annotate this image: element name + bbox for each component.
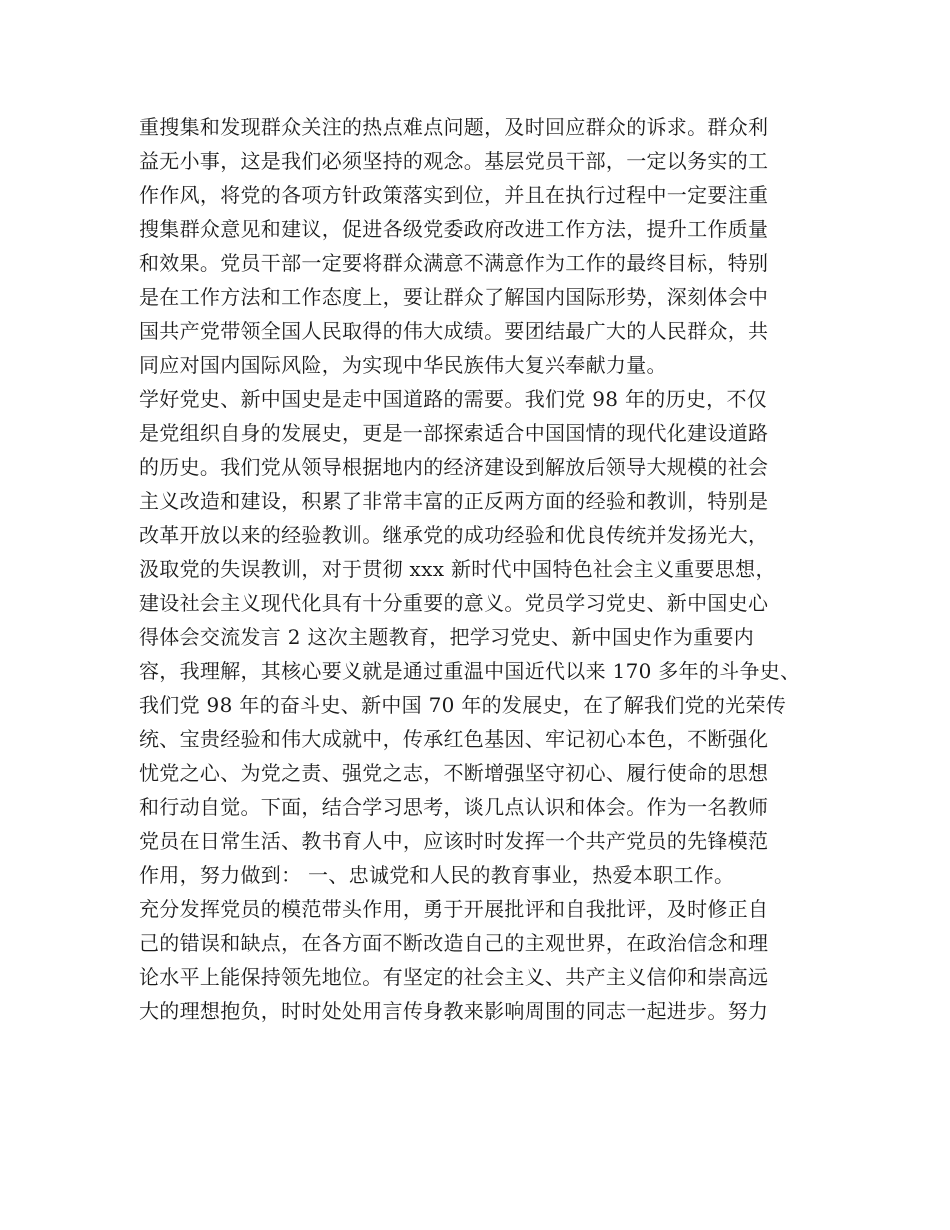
text-line: 汲取党的失误教训，对于贯彻 xxx 新时代中国特色社会主义重要思想，: [139, 557, 776, 581]
text-line: 论水平上能保持领先地位。有坚定的社会主义、共产主义信仰和崇高远: [139, 965, 769, 989]
text-line: 同应对国内国际风险，为实现中华民族伟大复兴奉献力量。: [139, 353, 667, 377]
text-line: 统、宝贵经验和伟大成就中，传承红色基因、牢记初心本色，不断强化: [139, 727, 769, 751]
text-line: 和行动自觉。下面，结合学习思考，谈几点认识和体会。作为一名教师: [139, 795, 769, 819]
text-line: 作用，努力做到： 一、忠诚党和人民的教育事业，热爱本职工作。: [139, 863, 735, 887]
body-text: [139, 110, 819, 1028]
text-line: 主义改造和建设，积累了非常丰富的正反两方面的经验和教训，特别是: [139, 489, 769, 513]
text-line: 己的错误和缺点，在各方面不断改造自己的主观世界，在政治信念和理: [139, 931, 769, 955]
text-line: 和效果。党员干部一定要将群众满意不满意作为工作的最终目标，特别: [139, 251, 769, 275]
text-line: 建设社会主义现代化具有十分重要的意义。党员学习党史、新中国史心: [139, 591, 769, 615]
text-line: 党员在日常生活、教书育人中，应该时时发挥一个共产党员的先锋模范: [139, 829, 769, 853]
text-line: 是党组织自身的发展史，更是一部探索适合中国国情的现代化建设道路: [139, 421, 769, 445]
text-line: 是在工作方法和工作态度上，要让群众了解国内国际形势，深刻体会中: [139, 285, 769, 309]
text-line: 改革开放以来的经验教训。继承党的成功经验和优良传统并发扬光大，: [139, 523, 769, 547]
text-line: 大的理想抱负，时时处处用言传身教来影响周围的同志一起进步。努力: [139, 999, 769, 1023]
text-line: 学好党史、新中国史是走中国道路的需要。我们党 98 年的历史，不仅: [139, 387, 768, 411]
text-line: 益无小事，这是我们必须坚持的观念。基层党员干部，一定以务实的工: [139, 149, 769, 173]
text-line: 得体会交流发言 2 这次主题教育，把学习党史、新中国史作为重要内: [139, 625, 755, 649]
text-line: 容，我理解，其核心要义就是通过重温中国近代以来 170 多年的斗争史、: [139, 659, 801, 683]
text-line: 我们党 98 年的奋斗史、新中国 70 年的发展史，在了解我们党的光荣传: [139, 693, 787, 717]
text-line: 作作风，将党的各项方针政策落实到位，并且在执行过程中一定要注重: [139, 183, 769, 207]
text-line: 搜集群众意见和建议，促进各级党委政府改进工作方法，提升工作质量: [139, 217, 769, 241]
text-line: 的历史。我们党从领导根据地内的经济建设到解放后领导大规模的社会: [139, 455, 769, 479]
text-line: 国共产党带领全国人民取得的伟大成绩。要团结最广大的人民群众，共: [139, 319, 769, 343]
text-line: 忧党之心、为党之责、强党之志，不断增强坚守初心、履行使命的思想: [139, 761, 769, 785]
text-line: 充分发挥党员的模范带头作用，勇于开展批评和自我批评，及时修正自: [139, 897, 769, 921]
text-line: 重搜集和发现群众关注的热点难点问题，及时回应群众的诉求。群众利: [139, 115, 769, 139]
